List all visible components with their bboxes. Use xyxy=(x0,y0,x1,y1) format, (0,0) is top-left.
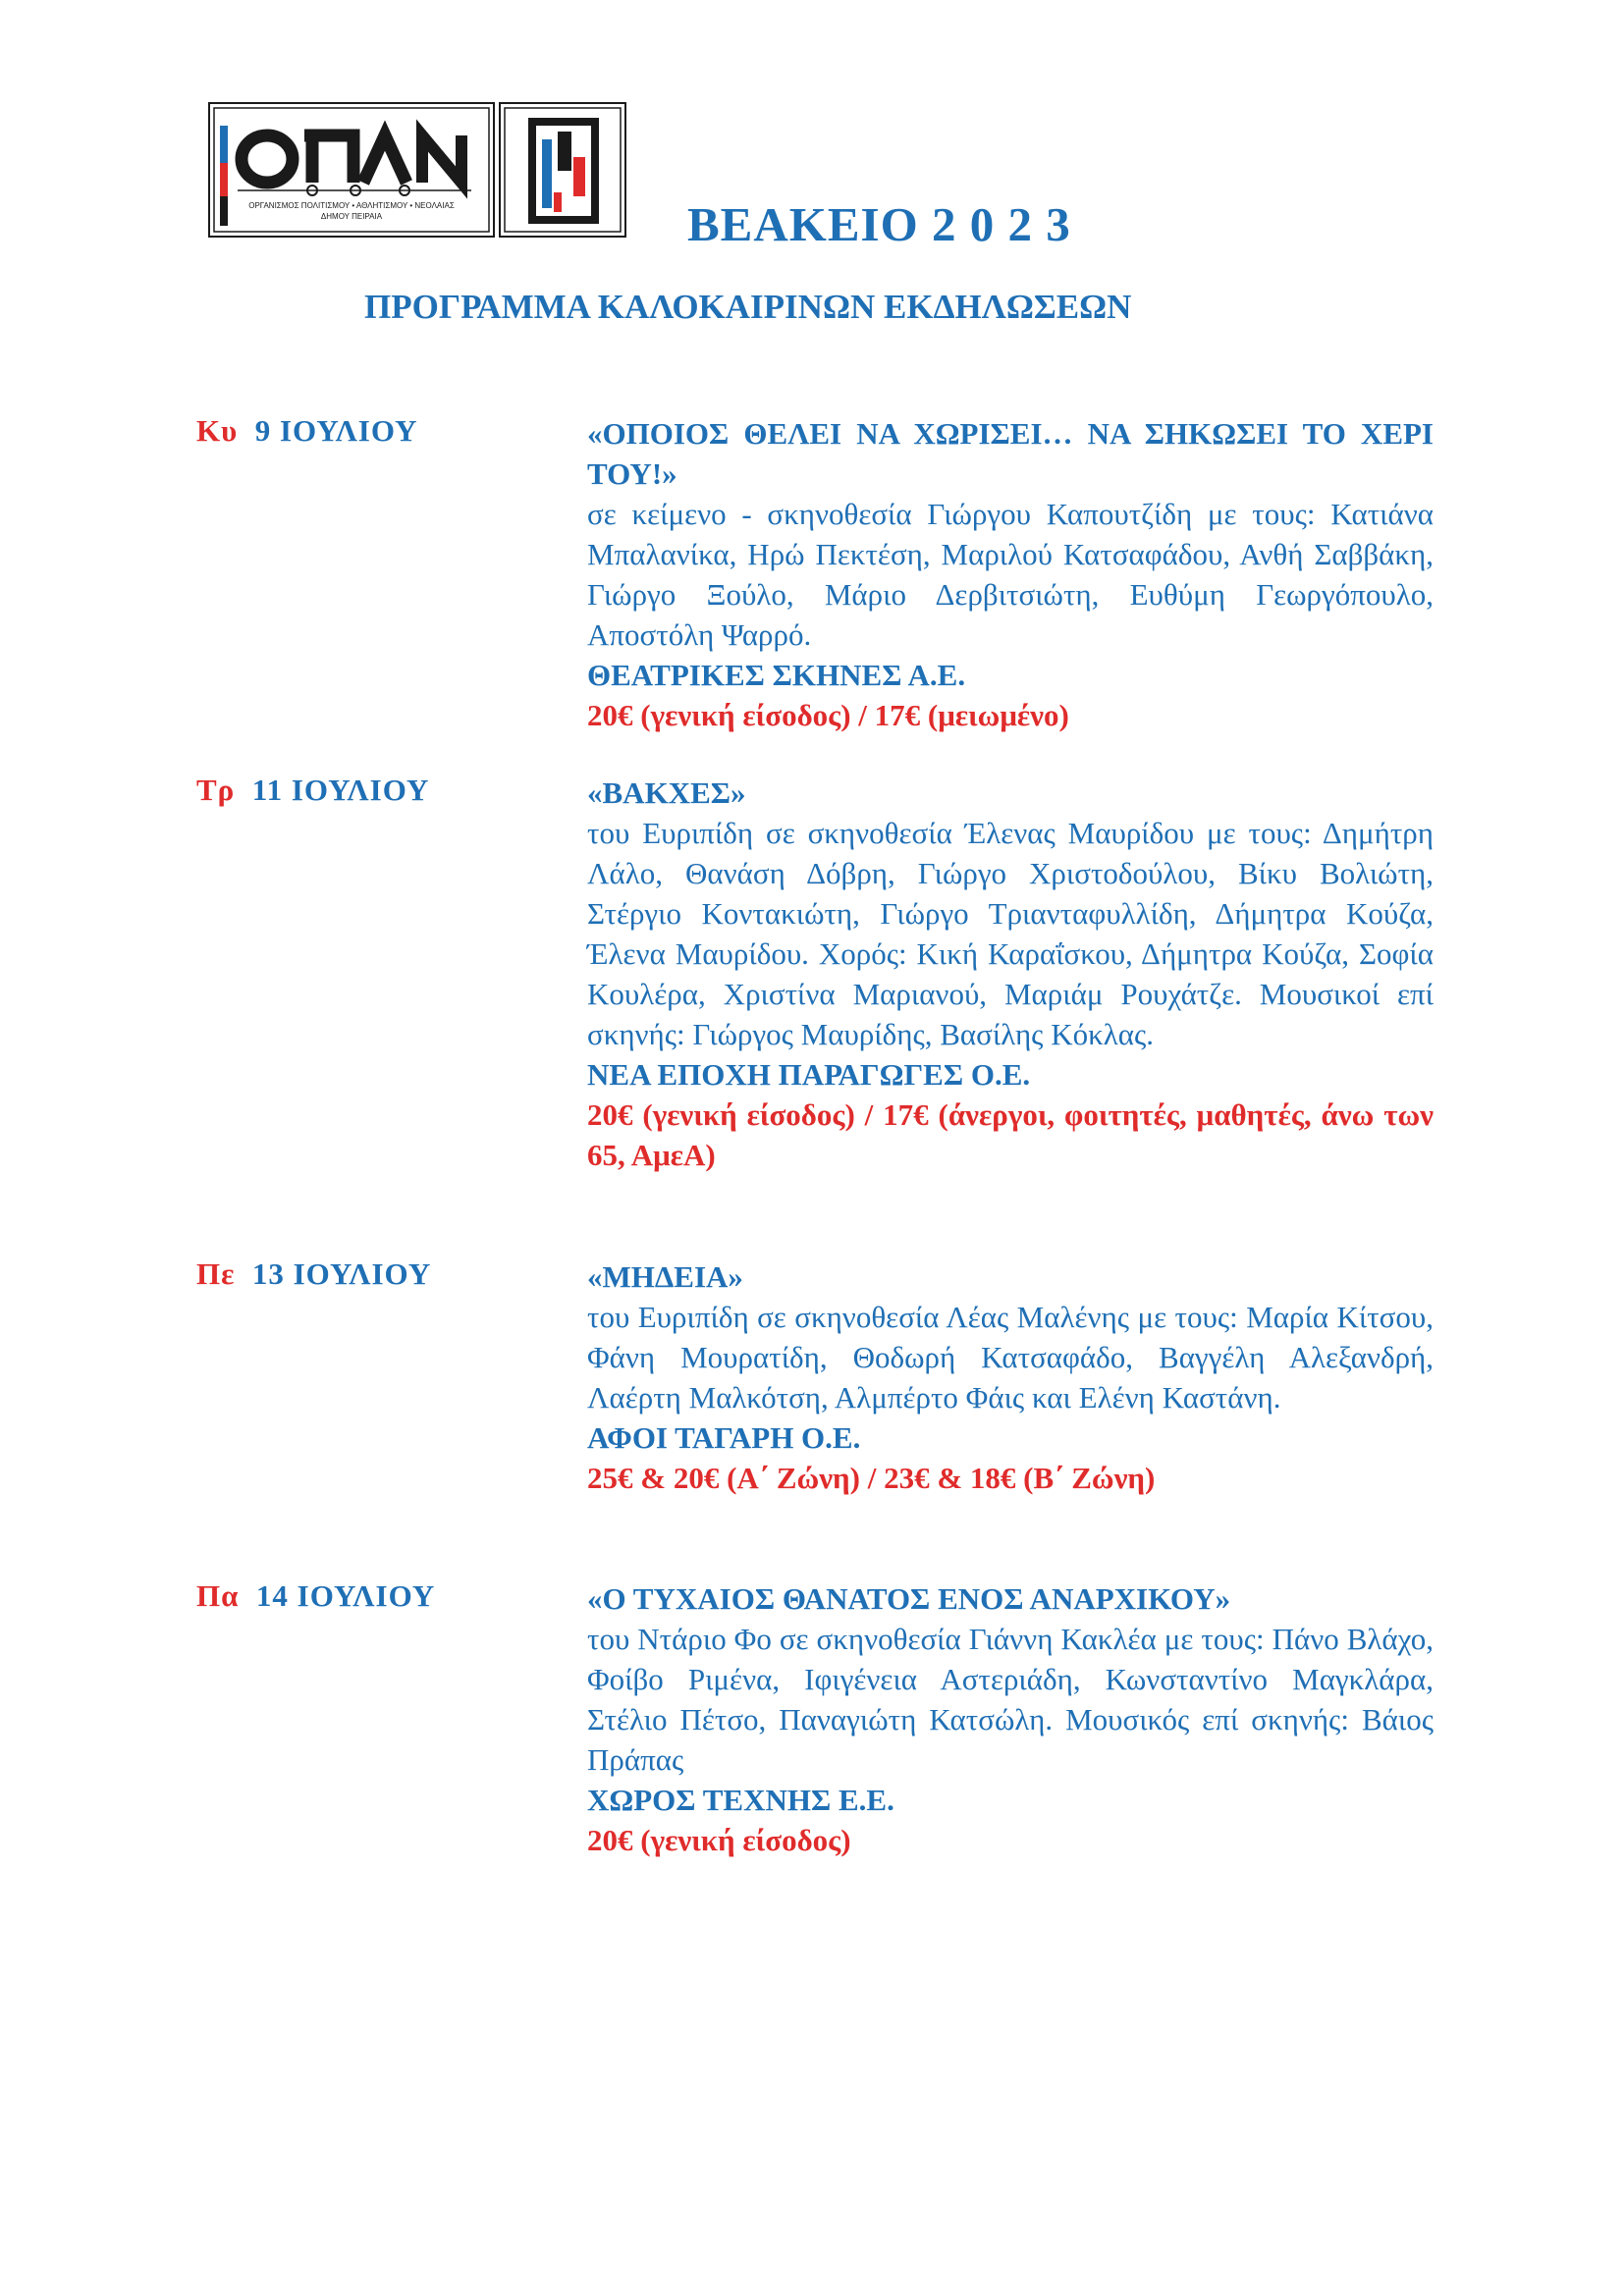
event-date-text: 14 ΙΟΥΛΙΟΥ xyxy=(255,1578,436,1613)
event-company: ΧΩΡΟΣ ΤΕΧΝΗΣ Ε.Ε. xyxy=(587,1783,894,1817)
event-company: ΘΕΑΤΡΙΚΕΣ ΣΚΗΝΕΣ Α.Ε. xyxy=(587,658,966,692)
event-date xyxy=(196,1256,431,1292)
event-price: 20€ (γενική είσοδος) / 17€ (μειωμένο) xyxy=(587,698,1069,732)
event-date-text: 13 ΙΟΥΛΙΟΥ xyxy=(251,1256,432,1291)
event-date xyxy=(196,413,418,449)
event-body xyxy=(587,773,1434,1175)
event-date-text: 9 ΙΟΥΛΙΟΥ xyxy=(254,413,418,448)
event-body xyxy=(587,1256,1434,1498)
event-price: 20€ (γενική είσοδος) / 17€ (άνεργοι, φοιτητές, μαθητές, άνω των 65, ΑμεΑ) xyxy=(587,1097,1434,1172)
opan-logo xyxy=(208,102,626,238)
logo-tagline: ΟΡΓΑΝΙΣΜΟΣ ΠΟΛΙΤΙΣΜΟΥ • ΑΘΛΗΤΙΣΜΟΥ • ΝΕΟΛΑΙΑΣ xyxy=(248,201,455,210)
event-description: του Ευριπίδη σε σκηνοθεσία Έλενας Μαυρίδου με τους: Δημήτρη Λάλο, Θανάση Δόβρη, Γιώργο Χριστοδούλου, Βίκυ Βολιώτη, Στέργιο Κοντακιώτη, Γιώργο Τριανταφυλλίδη, Δήμητρα Κούζα, Έλενα Μαυρίδου. Χορός: Κική Καραΐσκου, Δήμητρα Κούζα, Σοφία Κουλέρα, Χριστίνα Μαριανού, Μαριάμ Ρουχάτζε. Μουσικοί επί σκηνής: Γιώργος Μαυρίδης, Βασίλης Κόκλας. xyxy=(587,816,1434,1051)
event-body xyxy=(587,1578,1434,1860)
event-date xyxy=(196,773,429,808)
event-title: «ΜΗΔΕΙΑ» xyxy=(587,1259,743,1294)
event-description: του Ευριπίδη σε σκηνοθεσία Λέας Μαλένης με τους: Μαρία Κίτσου, Φάνη Μουρατίδη, Θοδωρή Κατσαφάδο, Βαγγέλη Αλεξανδρή, Λαέρτη Μαλκότση, Αλμπέρτο Φάις και Ελένη Καστάνη. xyxy=(587,1300,1434,1415)
event-title: «Ο ΤΥΧΑΙΟΣ ΘΑΝΑΤΟΣ ΕΝΟΣ ΑΝΑΡΧΙΚΟΥ» xyxy=(587,1581,1231,1616)
logo-subline: ΔΗΜΟΥ ΠΕΙΡΑΙΑ xyxy=(320,212,383,221)
event-description: σε κείμενο - σκηνοθεσία Γιώργου Καπουτζίδη με τους: Κατιάνα Μπαλανίκα, Ηρώ Πεκτέση, Μαριλού Κατσαφάδου, Ανθή Σαββάκη, Γιώργο Ξούλο, Μάριο Δερβιτσιώτη, Ευθύμη Γεωργόπουλο, Αποστόλη Ψαρρό. xyxy=(587,497,1434,652)
event-day: Πα xyxy=(196,1578,240,1613)
event-day: Πε xyxy=(196,1256,236,1291)
event-date xyxy=(196,1578,435,1614)
event-body xyxy=(587,413,1434,735)
event-title: «ΟΠΟΙΟΣ ΘΕΛΕΙ ΝΑ ΧΩΡΙΣΕΙ… ΝΑ ΣΗΚΩΣΕΙ ΤΟ ΧΕΡΙ ΤΟΥ!» xyxy=(587,416,1434,491)
event-company: ΑΦΟΙ ΤΑΓΑΡΗ Ο.Ε. xyxy=(587,1420,861,1455)
event-day: Κυ xyxy=(196,413,239,448)
event-day: Τρ xyxy=(196,773,236,807)
event-description: του Ντάριο Φο σε σκηνοθεσία Γιάννη Κακλέα με τους: Πάνο Βλάχο, Φοίβο Ριμένα, Ιφιγένεια Αστεριάδη, Κωνσταντίνο Μαγκλάρα, Στέλιο Πέτσο, Παναγιώτη Κατσώλη. Μουσικός επί σκηνής: Βάιος Πράπας xyxy=(587,1622,1434,1777)
event-price: 20€ (γενική είσοδος) xyxy=(587,1823,851,1857)
event-date-text: 11 ΙΟΥΛΙΟΥ xyxy=(251,773,430,807)
event-title: «ΒΑΚΧΕΣ» xyxy=(587,775,746,810)
event-company: ΝΕΑ ΕΠΟΧΗ ΠΑΡΑΓΩΓΕΣ Ο.Ε. xyxy=(587,1057,1031,1092)
page-subtitle: ΠΡΟΓΡΑΜΜΑ ΚΑΛΟΚΑΙΡΙΝΩΝ ΕΚΔΗΛΩΣΕΩΝ xyxy=(364,288,1132,326)
event-price: 25€ & 20€ (Α΄ Ζώνη) / 23€ & 18€ (Β΄ Ζώνη) xyxy=(587,1461,1156,1495)
page-title: ΒΕΑΚΕΙΟ 2 0 2 3 xyxy=(687,197,1071,251)
